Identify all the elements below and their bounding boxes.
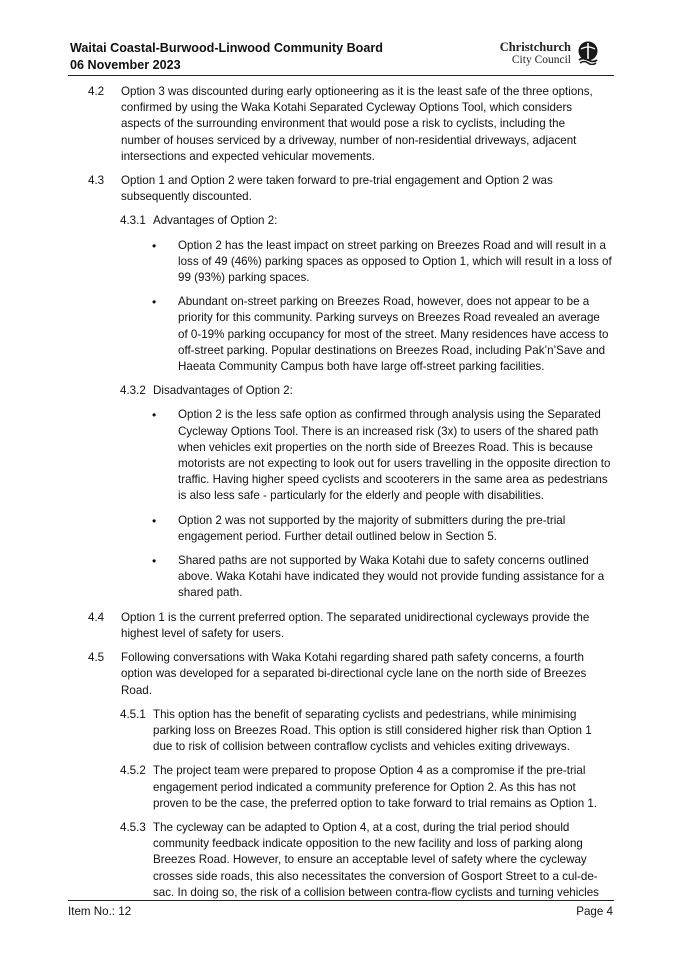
list-item (0, 294, 675, 375)
subparagraph-4-5-1 (0, 707, 675, 756)
logo-text-line2: City Council (511, 54, 571, 66)
paragraph-text: Option 1 is the current preferred option. The separated unidirectional cycleways provide the highest level of safety for users. (121, 610, 590, 640)
paragraph-number: 4.3 (88, 174, 105, 188)
logo-text-line1: Christchurch (499, 40, 571, 54)
list-item-text: Option 2 has the least impact on street parking on Breezes Road and will result in a loss of 49 (46%) parking spaces as opposed to Option 1, which will result in a loss of 99 (93%) parking spaces. (178, 238, 612, 285)
meeting-date: 06 November 2023 (70, 58, 181, 72)
list-item (0, 553, 675, 602)
bullet-icon: • (152, 554, 157, 569)
bullet-icon: • (152, 408, 157, 423)
list-item-text: Option 2 was not supported by the majority of submitters during the pre-trial engagement period. Further detail outlined below in Section 5. (178, 513, 566, 543)
footer-divider (68, 900, 614, 901)
paragraph-number: 4.5.1 (120, 707, 146, 721)
paragraph-number: 4.5 (88, 651, 105, 665)
header-divider (68, 75, 614, 76)
paragraph-number: 4.4 (88, 610, 105, 624)
page-number: Page 4 (576, 905, 613, 918)
paragraph-text: Following conversations with Waka Kotahi regarding shared path safety concerns, a fourth option was developed for a separated bi-directional cycle lane on the north side of Breezes Road. (121, 651, 587, 697)
document-header (70, 40, 383, 74)
paragraph-number: 4.5.3 (120, 820, 146, 834)
paragraph-text: Option 1 and Option 2 were taken forward to pre-trial engagement and Option 2 was subsequently discounted. (121, 174, 553, 204)
council-logo-mark-icon (575, 41, 601, 65)
paragraph-text: The project team were prepared to propose Option 4 as a compromise if the pre-trial engagement period indicated a community preference for Option 2. As this has not proven to be the case, the preferred option to take forward to trial remains as Option 1. (153, 764, 598, 810)
item-number: Item No.: 12 (68, 905, 132, 918)
subparagraph-4-5-3 (0, 820, 675, 901)
paragraph-4-3 (0, 173, 675, 205)
paragraph-text: The cycleway can be adapted to Option 4, at a cost, during the trial period should community feedback indicate opposition to the new facility and loss of parking along Breezes Road. However, to ensure an acceptable level of safety where the cycleway crosses side roads, this also necessitates the conversion of Gosport Street to a cul-de-sac. In doing so, the risk of a collision between contra-flow cyclists and turning vehicles (153, 820, 599, 899)
paragraph-4-5 (0, 650, 675, 699)
subparagraph-4-3-1 (0, 213, 675, 229)
paragraph-4-4 (0, 610, 675, 642)
list-item-text: Shared paths are not supported by Waka Kotahi due to safety concerns outlined above. Waka Kotahi have indicated they would not provide funding assistance for a shared path. (178, 554, 605, 600)
subparagraph-4-5-2 (0, 763, 675, 812)
council-logo (496, 41, 604, 69)
document-body (0, 84, 675, 901)
list-item (0, 513, 675, 545)
subparagraph-4-3-2 (0, 383, 675, 399)
paragraph-number: 4.3.1 (120, 214, 146, 228)
bullet-icon: • (152, 513, 157, 528)
paragraph-text: Advantages of Option 2: (153, 214, 278, 228)
paragraph-number: 4.2 (88, 85, 105, 98)
bullet-icon: • (152, 295, 157, 310)
list-item (0, 238, 675, 287)
paragraph-number: 4.3.2 (120, 384, 146, 398)
paragraph-4-2 (0, 84, 675, 165)
paragraph-number: 4.5.2 (120, 764, 146, 778)
bullet-icon: • (152, 238, 157, 253)
board-name: Waitai Coastal-Burwood-Linwood Community Board (70, 41, 383, 55)
list-item-text: Abundant on-street parking on Breezes Road, however, does not appear to be a priority for this community. Parking surveys on Breezes Road revealed an average of 0-19% parking occupancy for most of the street. Many residences have access to off-street parking. Popular destinations on Breezes Road, including Pak’n’Save and Haeata Community Campus both have large off-street parking facilities. (178, 295, 609, 374)
paragraph-text: Option 3 was discounted during early optioneering as it is the least safe of the three options, confirmed by using the Waka Kotahi Separated Cycleway Options Tool, which considers aspects of the surrounding environment that would pose a risk to cyclists, including the number of houses serviced by a driveway, number of non-residential driveways, adjacent intersections and expected vehicular movements. (121, 85, 593, 163)
paragraph-text: This option has the benefit of separating cyclists and pedestrians, while minimising parking loss on Breezes Road. This option is still considered higher risk than Option 1 due to risk of collision between contraflow cyclists and vehicles exiting driveways. (153, 707, 592, 754)
list-item-text: Option 2 is the less safe option as confirmed through analysis using the Separated Cycleway Options Tool. There is an increased risk (3x) to users of the shared path when vehicles exit properties on the north side of Breezes Road. This is because motorists are not expecting to look out for users travelling in the opposite direction to traffic. Having higher speed cyclists and scooterers in the same area as pedestrians is also less safe - particularly for the elderly and people with disabilities. (178, 408, 611, 503)
paragraph-text: Disadvantages of Option 2: (153, 384, 293, 398)
list-item (0, 407, 675, 504)
